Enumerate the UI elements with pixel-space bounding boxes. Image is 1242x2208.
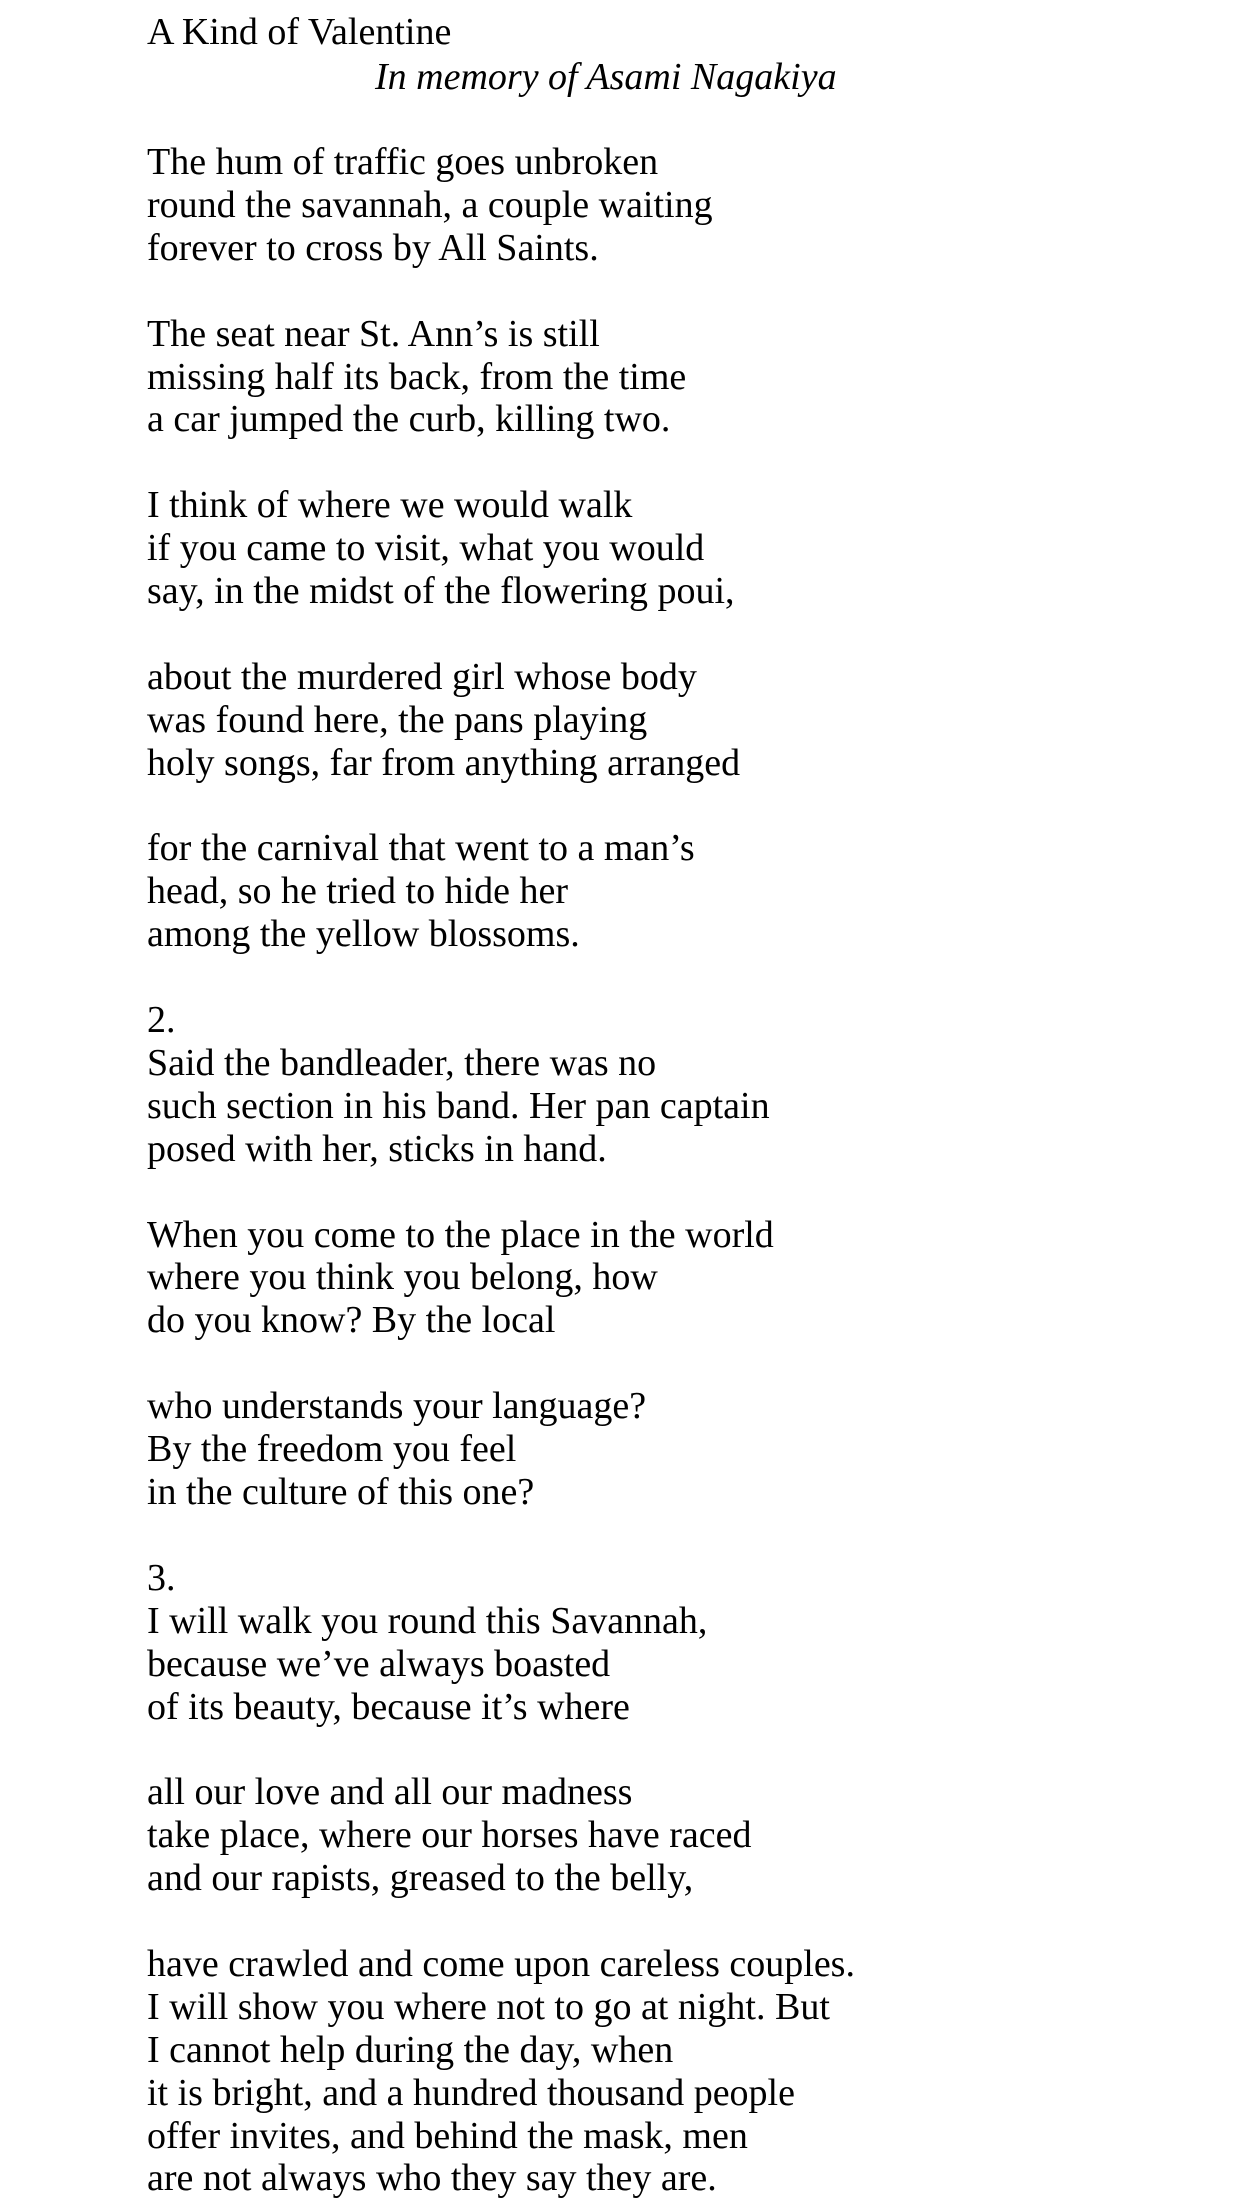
poem-line: missing half its back, from the time bbox=[147, 355, 687, 398]
poem-line: When you come to the place in the world bbox=[147, 1213, 774, 1256]
poem-dedication: In memory of Asami Nagakiya bbox=[375, 56, 837, 98]
poem-line: who understands your language? bbox=[147, 1385, 647, 1428]
poem-line: offer invites, and behind the mask, men bbox=[147, 2114, 748, 2157]
poem-line: about the murdered girl whose body bbox=[147, 655, 697, 698]
poem-line: I cannot help during the day, when bbox=[147, 2028, 674, 2071]
poem-line: By the freedom you feel bbox=[147, 1428, 517, 1471]
stanza-break bbox=[147, 1514, 1147, 1557]
poem-line: forever to cross by All Saints. bbox=[147, 226, 599, 269]
poem-line: round the savannah, a couple waiting bbox=[147, 183, 713, 226]
poem-line: all our love and all our madness bbox=[147, 1771, 633, 1814]
section-number: 2. bbox=[147, 999, 176, 1042]
poem-line: posed with her, sticks in hand. bbox=[147, 1127, 607, 1170]
stanza-break bbox=[147, 1900, 1147, 1943]
poem-line: because we’ve always boasted bbox=[147, 1642, 611, 1685]
poem-line: I will walk you round this Savannah, bbox=[147, 1599, 708, 1642]
poem-line: and our rapists, greased to the belly, bbox=[147, 1857, 694, 1900]
stanza bbox=[147, 1771, 1147, 1900]
poem-line: Said the bandleader, there was no bbox=[147, 1041, 657, 1084]
stanza bbox=[147, 484, 1147, 613]
stanza-break bbox=[147, 613, 1147, 656]
poem-line: have crawled and come upon careless couples. bbox=[147, 1942, 855, 1985]
poem-line: for the carnival that went to a man’s bbox=[147, 827, 695, 870]
stanza-break bbox=[147, 956, 1147, 999]
poem-line: I will show you where not to go at night. But bbox=[147, 1985, 830, 2028]
poem-line: such section in his band. Her pan captain bbox=[147, 1084, 770, 1127]
stanza bbox=[147, 1214, 1147, 1343]
poem-line: in the culture of this one? bbox=[147, 1470, 535, 1513]
poem-line: do you know? By the local bbox=[147, 1299, 556, 1342]
stanza bbox=[147, 1557, 1147, 1729]
stanza-break bbox=[147, 1171, 1147, 1214]
poem-line: where you think you belong, how bbox=[147, 1256, 658, 1299]
stanza bbox=[147, 1385, 1147, 1514]
stanza bbox=[147, 999, 1147, 1171]
poem-line: The seat near St. Ann’s is still bbox=[147, 312, 600, 355]
stanza-break bbox=[147, 785, 1147, 828]
poem-line: I think of where we would walk bbox=[147, 484, 633, 527]
poem-line: head, so he tried to hide her bbox=[147, 870, 569, 913]
poem-line: was found here, the pans playing bbox=[147, 698, 648, 741]
poem-body bbox=[147, 141, 1147, 2200]
stanza-break bbox=[147, 1342, 1147, 1385]
poem-line: a car jumped the curb, killing two. bbox=[147, 398, 671, 441]
poem-line: if you came to visit, what you would bbox=[147, 527, 705, 570]
poem-line: are not always who they say they are. bbox=[147, 2157, 717, 2200]
poem-line: take place, where our horses have raced bbox=[147, 1814, 752, 1857]
stanza-break bbox=[147, 270, 1147, 313]
stanza bbox=[147, 827, 1147, 956]
poem-line: it is bright, and a hundred thousand people bbox=[147, 2071, 795, 2114]
poem-line: The hum of traffic goes unbroken bbox=[147, 141, 659, 183]
poem-title: A Kind of Valentine bbox=[147, 11, 452, 53]
stanza bbox=[147, 313, 1147, 442]
stanza bbox=[147, 656, 1147, 785]
stanza bbox=[147, 1943, 1147, 2200]
stanza-break bbox=[147, 1728, 1147, 1771]
poem-page bbox=[147, 8, 1147, 2200]
poem-line: among the yellow blossoms. bbox=[147, 913, 580, 956]
stanza-break bbox=[147, 441, 1147, 484]
section-number: 3. bbox=[147, 1556, 176, 1599]
poem-line: say, in the midst of the flowering poui, bbox=[147, 570, 735, 613]
poem-line: holy songs, far from anything arranged bbox=[147, 741, 741, 784]
poem-line: of its beauty, because it’s where bbox=[147, 1685, 630, 1728]
stanza bbox=[147, 141, 1147, 270]
